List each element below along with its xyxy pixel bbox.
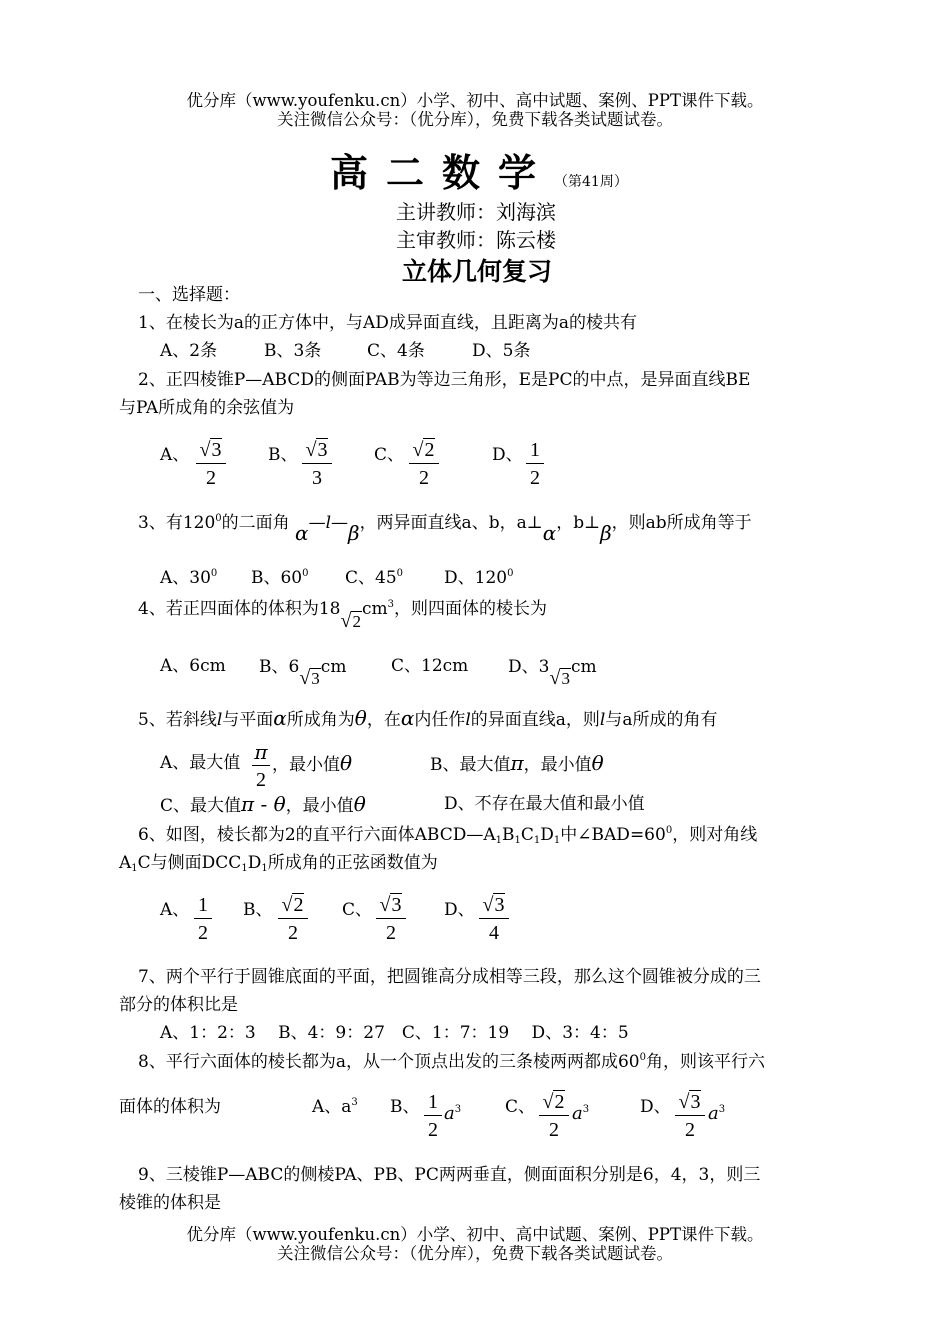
q8-fraction-d: √3 2: [675, 1090, 705, 1142]
q2-den-d: 2: [530, 467, 540, 489]
q6-line-2: $A_1C$与侧面$DCC_1D_1$所成角的正弦函数值为: [119, 853, 438, 874]
reviewer: 主审教师：陈云楼: [396, 228, 556, 252]
q3-option-c: C、$45^0$: [345, 568, 404, 588]
q3-mid: 的二面角: [221, 513, 290, 533]
q5-option-a-label: A、最大值: [160, 753, 241, 773]
footer-line-2: 关注微信公众号：（优分库），免费下载各类试题试卷。: [277, 1244, 673, 1263]
q1-option-d: D、5条: [472, 341, 531, 361]
q2-den-c: 2: [419, 467, 429, 489]
q2-den-a: 2: [206, 467, 216, 489]
q3-pre: 3、有120: [138, 513, 216, 533]
q2-label-c: C、: [374, 445, 405, 465]
q2-num-b: 3: [317, 439, 328, 461]
q4-unitexp: 3: [387, 599, 394, 610]
q2-num-d: 1: [530, 439, 540, 461]
q7-line-2: 部分的体积比是: [119, 995, 238, 1015]
q1-option-c: C、4条: [367, 341, 425, 361]
q2-line-2: 与PA所成角的余弦值为: [119, 398, 295, 418]
q2-fraction-a: √3 2: [196, 438, 226, 490]
q6-fraction-c: √3 2: [376, 893, 406, 945]
q8-line-1: 8、平行六面体的棱长都为a，从一个顶点出发的三条棱两两都成$60^0$角，则该平行六: [138, 1052, 765, 1072]
q2-label-a: A、: [160, 445, 190, 465]
q4-option-c: C、12cm: [391, 656, 469, 676]
q3-option-d: D、$120^0$: [444, 568, 514, 588]
q6-fraction-a: 1 2: [194, 893, 212, 945]
q7-options: A、1：2：3 B、4：9：27 C、1：7：19 D、3：4：5: [160, 1023, 629, 1043]
q6-label-b: B、: [243, 900, 273, 920]
q9-line-1: 9、三棱锥P—ABC的侧棱PA、PB、PC两两垂直，侧面面积分别是6，4，3，则三: [138, 1165, 761, 1185]
q2-label-d: D、: [492, 445, 523, 465]
q8-option-a: A、$a^3$: [312, 1097, 358, 1117]
q8-fraction-c: √2 2: [539, 1090, 569, 1142]
q3-option-a: A、$30^0$: [160, 568, 218, 588]
q5-option-b: B、最大值π，最小值θ: [430, 751, 604, 775]
header-line-1: 优分库（www.youfenku.cn）小学、初中、高中试题、案例、PPT课件下载。: [186, 91, 764, 110]
q4-post: ，则四面体的棱长为: [393, 599, 547, 619]
lecturer: 主讲教师：刘海滨: [396, 200, 556, 224]
q8-label-d: D、: [640, 1097, 671, 1117]
q3-dash: —l—: [308, 513, 348, 533]
q3-stem: [138, 510, 752, 545]
q8-label-b: B、: [390, 1097, 420, 1117]
q9-line-2: 棱锥的体积是: [119, 1193, 221, 1213]
q1-stem: 1、在棱长为a的正方体中，与AD成异面直线，且距离为a的棱共有: [138, 313, 637, 333]
q6-label-c: C、: [342, 900, 373, 920]
q5-stem: 5、若斜线l与平面α所成角为θ，在α内任作l的异面直线a，则l与a所成的角有: [138, 706, 718, 730]
title-week: （第41周）: [554, 174, 628, 190]
q5-option-c: C、最大值π - θ，最小值θ: [160, 792, 366, 816]
footer-line-1: 优分库（www.youfenku.cn）小学、初中、高中试题、案例、PPT课件下载。: [186, 1225, 764, 1244]
q1-option-b: B、3条: [264, 341, 322, 361]
q3-alpha-2: α: [542, 521, 557, 545]
q8-label-c: C、: [505, 1097, 536, 1117]
q4-option-d: D、3√3cm: [508, 657, 597, 689]
q2-label-b: B、: [268, 445, 298, 465]
q6-fraction-b: √2 2: [278, 893, 308, 945]
q8-line-2: 面体的体积为: [119, 1097, 221, 1117]
q3-beta-2: β: [600, 521, 612, 545]
q2-fraction-b: √3 3: [302, 438, 332, 490]
q3-alpha: α: [295, 521, 309, 545]
q3-rest3: ，则ab所成角等于: [611, 513, 752, 533]
q8-fraction-b: 1 2: [424, 1090, 442, 1142]
q2-num-c: 2: [424, 439, 435, 461]
q2-fraction-d: [526, 438, 544, 490]
q6-fraction-d: √3 4: [479, 893, 509, 945]
q1-option-a: A、2条: [160, 341, 218, 361]
q2-num-a: 3: [211, 439, 222, 461]
q4-pre: 4、若正四面体的体积为18: [138, 599, 341, 619]
q5-option-a-fraction: π 2: [252, 740, 270, 792]
q8-b-a: $a^3$: [444, 1103, 462, 1124]
header-line-2: 关注微信公众号：（优分库），免费下载各类试题试卷。: [277, 110, 673, 129]
q6-label-a: A、: [160, 900, 190, 920]
q4-option-a: A、6cm: [160, 656, 226, 676]
q4-sqrt: √2: [340, 610, 361, 632]
q8-d-a: $a^3$: [708, 1103, 726, 1124]
q2-line-1: 2、正四棱锥P—ABCD的侧面PAB为等边三角形，E是PC的中点，是异面直线BE: [138, 370, 751, 390]
q8-c-a: $a^3$: [572, 1103, 590, 1124]
title-main: 高二数学: [330, 150, 555, 195]
q5-option-a-min: ，最小值θ: [272, 751, 353, 775]
q4-stem: [138, 597, 547, 632]
q6-label-d: D、: [444, 900, 475, 920]
page-title: [330, 142, 628, 197]
q6-line-1: 6、如图，棱长都为2的直平行六面体$ABCD—A_1B_1C_1D_1$中$\angle BAD=60^0$，则对角线: [138, 825, 758, 846]
q3-beta: β: [348, 521, 360, 545]
q2-fraction-c: √2 2: [409, 438, 439, 490]
section-heading: 一、选择题：: [138, 285, 240, 305]
q7-line-1: 7、两个平行于圆锥底面的平面，把圆锥高分成相等三段，那么这个圆锥被分成的三: [138, 967, 761, 987]
q2-den-b: 3: [312, 467, 322, 489]
q4-option-b: B、6√3cm: [259, 657, 347, 689]
q3-option-b: B、$60^0$: [251, 568, 309, 588]
q3-deg: 0: [215, 513, 222, 524]
q3-rest1: ，两异面直线a、b，a⊥: [359, 513, 543, 533]
subtitle: 立体几何复习: [402, 257, 553, 286]
q4-unit: cm: [361, 599, 388, 619]
q5-option-d: D、不存在最大值和最小值: [444, 794, 645, 814]
q3-rest2: ，b⊥: [556, 513, 601, 533]
